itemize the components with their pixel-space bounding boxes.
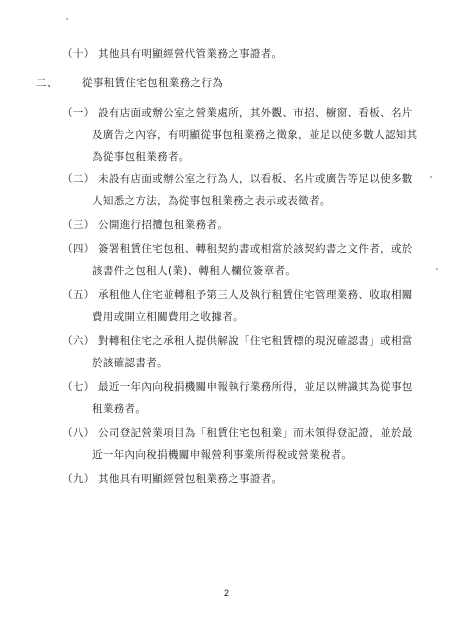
- item-4-text: 簽署租賃住宅包租、轉租契約書或相當於該契約書之文件者，或於: [98, 243, 413, 255]
- item-3-number: （三）: [62, 219, 95, 231]
- section-2-number: 二、: [36, 77, 58, 89]
- item-2-line-1: [62, 172, 413, 186]
- scan-speck: [66, 18, 68, 20]
- item-6-number: （六）: [62, 335, 95, 347]
- item-7-line-1: [62, 380, 413, 394]
- item-1-line-2: 及廣告之內容，有明顯從事包租業務之徵象，並足以使多數人認知其: [92, 129, 418, 141]
- item-8-text: 公司登記營業項目為「租賃住宅包租業」而未領得登記證，並於最: [98, 427, 413, 439]
- item-6-line-2: 於該確認書者。: [92, 357, 168, 369]
- item-1-line-1: [62, 106, 413, 120]
- section-2-title: 從事租賃住宅包租業務之行為: [82, 77, 224, 89]
- item-7-text: 最近一年內向稅捐機關申報執行業務所得，並足以辨識其為從事包: [98, 381, 413, 393]
- item-3-line-1: [62, 218, 228, 232]
- item-10-text: 其他具有明顯經營代管業務之事證者。: [98, 48, 283, 60]
- section-2-heading: [36, 76, 223, 90]
- item-2-number: （二）: [62, 173, 95, 185]
- item-6-text: 對轉租住宅之承租人提供解說「住宅租賃標的現況確認書」或相當: [98, 335, 413, 347]
- item-2-line-2: 人知悉之方法，為從事包租業務之表示或表徵者。: [92, 195, 331, 207]
- scan-speck: [436, 268, 438, 270]
- item-7-line-2: 租業務者。: [92, 403, 147, 415]
- item-5-number: （五）: [62, 289, 95, 301]
- item-9-line-1: [62, 472, 282, 486]
- item-3-text: 公開進行招攬包租業務者。: [98, 219, 229, 231]
- item-5-line-2: 費用或開立相關費用之收據者。: [92, 311, 244, 323]
- item-5-line-1: [62, 288, 413, 302]
- item-9-number: （九）: [62, 473, 95, 485]
- item-5-text: 承租他人住宅並轉租予第三人及執行租賃住宅管理業務、收取相關: [98, 289, 413, 301]
- item-4-line-2: 該書件之包租人(業)、轉租人欄位簽章者。: [92, 265, 297, 277]
- item-8-line-1: [62, 426, 413, 440]
- item-4-line-1: [62, 242, 413, 256]
- item-8-number: （八）: [62, 427, 95, 439]
- item-8-line-2: 近一年內向稅捐機關申報營利事業所得稅或營業稅者。: [92, 449, 353, 461]
- item-2-text: 未設有店面或辦公室之行為人，以看板、名片或廣告等足以使多數: [98, 173, 413, 185]
- item-7-number: （七）: [62, 381, 95, 393]
- item-4-number: （四）: [62, 243, 95, 255]
- item-6-line-1: [62, 334, 413, 348]
- item-10-number: （十）: [62, 48, 95, 60]
- item-1-line-3: 為從事包租業務者。: [92, 151, 190, 163]
- page-number: 2: [224, 588, 230, 598]
- item-10: [62, 47, 282, 61]
- item-1-number: （一）: [62, 107, 95, 119]
- item-9-text: 其他具有明顯經營包租業務之事證者。: [98, 473, 283, 485]
- item-1-text: 設有店面或辦公室之營業處所，其外觀、市招、櫥窗、看板、名片: [98, 107, 413, 119]
- scan-speck: [430, 176, 432, 178]
